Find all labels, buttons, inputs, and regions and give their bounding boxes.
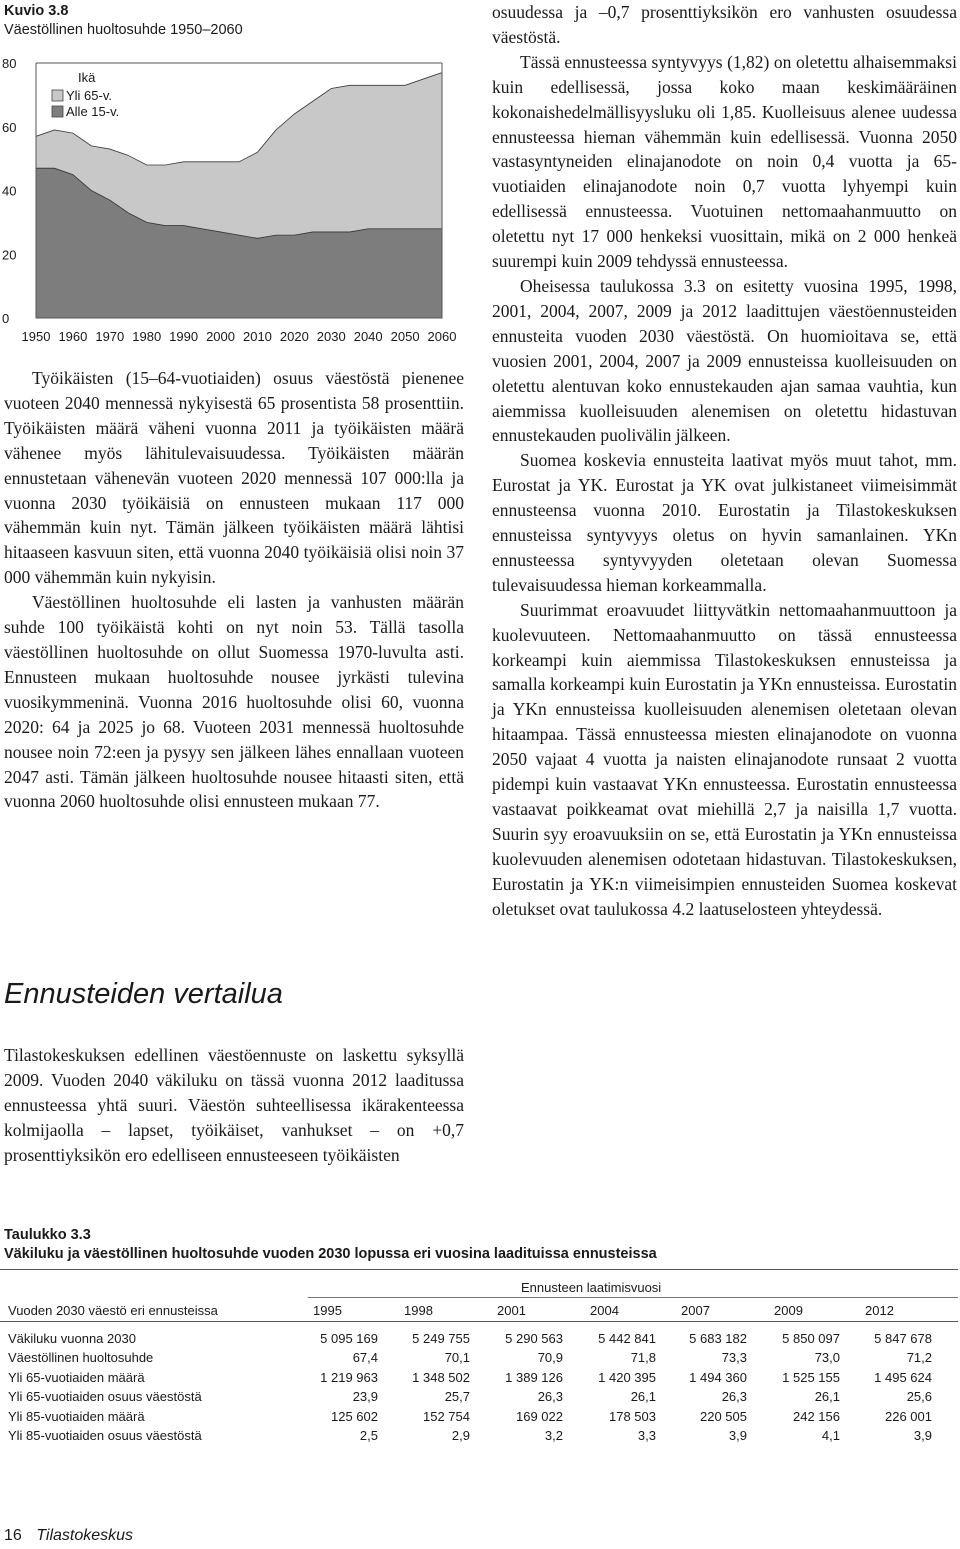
table-cell: 5 847 678 — [874, 1331, 932, 1346]
legend-label: Yli 65-v. — [66, 88, 112, 103]
table-cell: 73,0 — [814, 1350, 840, 1365]
paragraph: Suurimmat eroavuudet liittyvätkin nettomaahanmuuttoon ja kuolevuuteen. Nettomaahanmuutto on tässä ennusteessa korkeampi kuin aiemmissa Tilastokeskuksen ennusteissa ja samalla korkeampi kuin Eurostatin ja YKn ennusteissa. Eurostatin ja YKn ennusteissa kuolleisuuden alenemisen oletetaan olevan hitaampaa. Tässä ennusteessa miesten elinajanodote on vuonna 2050 vajaat 4 vuotta ja naisten elinajanodote runsaat 2 vuotta pidempi kuin vastaavat YKn ennusteessa. Eurostatin ennusteessa vastaavat poikkeamat ovat miehillä 2,7 ja naisilla 1,7 vuotta. Suurin syy eroavuuksiin on se, että Eurostatin ja YKn ennusteissa kuolevuuden alenemisen odotetaan hidastuvan. Tilastokeskuksen, Eurostatin ja YK:n viimeisimpien ennusteiden Suomea koskevat oletukset ovat taulukossa 4.2 laatuselosteen yhteydessä. — [492, 599, 957, 919]
table-row-label: Väkiluku vuonna 2030 — [8, 1331, 136, 1346]
table-column-header: 1995 — [313, 1303, 342, 1318]
x-tick-label: 2000 — [206, 329, 236, 344]
table-cell: 25,6 — [906, 1389, 932, 1404]
table-row-label: Väestöllinen huoltosuhde — [8, 1350, 154, 1365]
table-number: Taulukko 3.3 — [4, 1227, 91, 1243]
x-tick-label: 1970 — [95, 329, 125, 344]
table-row-label: Yli 65-vuotiaiden osuus väestöstä — [8, 1389, 202, 1404]
page-footer — [4, 1527, 133, 1545]
table-cell: 220 505 — [700, 1409, 747, 1424]
table-cell: 26,1 — [814, 1389, 840, 1404]
table-cell: 1 525 155 — [782, 1370, 840, 1385]
y-tick-label: 0 — [2, 311, 10, 326]
table-cell: 178 503 — [609, 1409, 656, 1424]
table-cell: 26,3 — [721, 1389, 747, 1404]
x-tick-label: 1980 — [132, 329, 162, 344]
x-tick-label: 2050 — [390, 329, 420, 344]
publisher-name: Tilastokeskus — [36, 1527, 134, 1544]
legend-swatch — [52, 106, 63, 117]
table-cell: 1 494 360 — [689, 1370, 747, 1385]
legend-title: Ikä — [78, 70, 96, 85]
body-text-right — [492, 0, 957, 922]
table-cell: 5 850 097 — [782, 1331, 840, 1346]
table-group-header: Ennusteen laatimisvuosi — [521, 1280, 662, 1295]
table-cell: 23,9 — [352, 1389, 378, 1404]
table-column-header: 2004 — [590, 1303, 619, 1318]
table-cell: 226 001 — [885, 1409, 932, 1424]
table-cell: 71,8 — [630, 1350, 656, 1365]
table-cell: 3,9 — [913, 1428, 932, 1443]
page-number: 16 — [4, 1527, 22, 1544]
table-cell: 26,1 — [630, 1389, 656, 1404]
table-column-header: 2012 — [865, 1303, 894, 1318]
area-chart — [0, 40, 470, 350]
table-cell: 71,2 — [906, 1350, 932, 1365]
table-title: Väkiluku ja väestöllinen huoltosuhde vuoden 2030 lopussa eri vuosina laadituissa ennusteissa — [4, 1246, 657, 1262]
x-tick-label: 1950 — [21, 329, 51, 344]
table-cell: 1 348 502 — [412, 1370, 470, 1385]
table-cell: 5 442 841 — [598, 1331, 656, 1346]
legend-swatch — [52, 90, 63, 101]
table-cell: 3,9 — [728, 1428, 747, 1443]
x-tick-label: 1960 — [58, 329, 88, 344]
x-tick-label: 2020 — [279, 329, 309, 344]
y-tick-label: 20 — [2, 247, 17, 263]
x-tick-label: 2040 — [353, 329, 383, 344]
x-tick-label: 2030 — [316, 329, 346, 344]
table-header-rule — [0, 1321, 958, 1322]
table-cell: 5 095 169 — [320, 1331, 378, 1346]
table-cell: 67,4 — [352, 1350, 378, 1365]
x-tick-label: 2010 — [242, 329, 272, 344]
table-cell: 73,3 — [721, 1350, 747, 1365]
table-cell: 3,3 — [637, 1428, 656, 1443]
table-cell: 1 389 126 — [505, 1370, 563, 1385]
paragraph: osuudessa ja –0,7 prosenttiyksikön ero vanhusten osuudessa väestöstä. — [492, 2, 957, 47]
figure-title: Väestöllinen huoltosuhde 1950–2060 — [4, 22, 243, 38]
table-row-header: Vuoden 2030 väestö eri ennusteissa — [8, 1303, 218, 1318]
table-cell: 70,9 — [537, 1350, 563, 1365]
table-cell: 3,2 — [544, 1428, 563, 1443]
table-cell: 5 290 563 — [505, 1331, 563, 1346]
table-cell: 125 602 — [331, 1409, 378, 1424]
figure-number: Kuvio 3.8 — [4, 3, 69, 19]
paragraph: Oheisessa taulukossa 3.3 on esitetty vuosina 1995, 1998, 2001, 2004, 2007, 2009 ja 2012 laadittujen väestöennusteiden ennusteita vuoden 2030 väestöstä. On huomioitava se, että vuosien 2001, 2004, 2007 ja 2009 ennusteissa kuolleisuuden on oletettu alentuvan koko ennustekauden ajan samaa vauhtia, kun aiemmissa kuolleisuuden alenemisen on oletettu hidastuvan ennustekauden puolivälin jälkeen. — [492, 275, 957, 446]
table-cell: 5 683 182 — [689, 1331, 747, 1346]
table-cell: 5 249 755 — [412, 1331, 470, 1346]
table-cell: 70,1 — [444, 1350, 470, 1365]
x-tick-label: 2060 — [427, 329, 457, 344]
paragraph: Väestöllinen huoltosuhde eli lasten ja vanhusten määrän suhde 100 työikäistä kohti on nyt noin 53. Tällä tasolla väestöllinen huoltosuhde on ollut Suomessa 1970-luvulta asti. Ennusteen mukaan huoltosuhde nousee jyrkästi tulevina vuosikymmeninä. Vuonna 2016 huoltosuhde olisi 60, vuonna 2020: 64 ja 2025 jo 68. Vuoteen 2031 mennessä huoltosuhde nousee noin 72:een ja pysyy sen jälkeen lähes ennallaan vuoteen 2047 asti. Tämän jälkeen huoltosuhde nousee hitaasti siten, että vuonna 2060 huoltosuhde olisi ennusteen mukaan 77. — [4, 592, 464, 812]
table-cell: 1 219 963 — [320, 1370, 378, 1385]
x-tick-label: 1990 — [169, 329, 199, 344]
table-row-label: Yli 65-vuotiaiden määrä — [8, 1370, 145, 1385]
table-cell: 1 495 624 — [874, 1370, 932, 1385]
y-tick-label: 60 — [2, 119, 17, 135]
table-group-rule — [308, 1297, 958, 1298]
table-cell: 4,1 — [821, 1428, 840, 1443]
body-text-left — [4, 366, 464, 814]
paragraph: Tilastokeskuksen edellinen väestöennuste on laskettu syksyllä 2009. Vuoden 2040 väkiluku on tässä vuonna 2012 laaditussa ennusteessa yhtä suuri. Väestön suhteellisessa ikärakenteessa kolmijaolla – lapset, työikäiset, vanhukset – on +0,7 prosenttiyksikön ero edelliseen ennusteeseen työikäisten — [4, 1045, 464, 1165]
table-cell: 152 754 — [423, 1409, 470, 1424]
table-cell: 26,3 — [537, 1389, 563, 1404]
table-top-rule — [0, 1269, 958, 1270]
table-row-label: Yli 85-vuotiaiden osuus väestöstä — [8, 1428, 202, 1443]
table-cell: 2,9 — [451, 1428, 470, 1443]
table-label — [4, 1226, 657, 1264]
table-cell: 242 156 — [793, 1409, 840, 1424]
section-heading: Ennusteiden vertailua — [4, 978, 283, 1010]
table-cell: 25,7 — [444, 1389, 470, 1404]
table-cell: 2,5 — [359, 1428, 378, 1443]
table-column-header: 1998 — [404, 1303, 433, 1318]
table-column-header: 2009 — [774, 1303, 803, 1318]
table-row-label: Yli 85-vuotiaiden määrä — [8, 1409, 145, 1424]
legend-label: Alle 15-v. — [66, 104, 120, 119]
y-tick-label: 80 — [2, 56, 17, 71]
table-cell: 1 420 395 — [598, 1370, 656, 1385]
paragraph: Tässä ennusteessa syntyvyys (1,82) on oletettu alhaisemmaksi kuin edellisessä, jossa koko maan keskimääräinen kokonaishedelmällisyysluku oli 1,85. Kuolleisuus alenee uudessa ennusteessa hieman vähemmän kuin edellisessä. Vuonna 2050 vastasyntyneiden elinajanodote on noin 0,4 vuotta ja 65-vuotiaiden elinajanodote noin 0,7 vuotta lyhyempi kuin edellisessä ennusteessa. Vuotuinen nettomaahanmuutto on oletettu nyt 17 000 henkeksi vuosittain, mikä on 2 000 henkeä suurempi kuin 2009 tehdyssä ennusteessa. — [492, 51, 957, 272]
table-cell: 169 022 — [516, 1409, 563, 1424]
paragraph: Suomea koskevia ennusteita laativat myös muut tahot, mm. Eurostat ja YK. Eurostat ja YK ovat julkistaneet viimeisimmät ennusteensa vuonna 2010. Eurostatin ja Tilastokeskuksen ennusteissa syntyvyys oletus on hyvin samanlainen. YKn ennusteessa syntyvyyden oletetaan olevan Suomessa tulevaisuudessa hieman korkeammalla. — [492, 450, 957, 595]
table-column-header: 2007 — [681, 1303, 710, 1318]
y-tick-label: 40 — [2, 183, 17, 199]
body-text-left-2 — [4, 1043, 464, 1168]
paragraph: Työikäisten (15–64-vuotiaiden) osuus väestöstä pienenee vuoteen 2040 mennessä nykyisestä 65 prosentista 58 prosenttiin. Työikäisten määrä väheni vuonna 2011 ja työikäisten määrä vähenee myös lähitulevaisuudessa. Työikäisten määrän ennustetaan vähenevän vuoteen 2020 mennessä 107 000:lla ja vuonna 2030 työikäisiä on ennusteen mukaan 117 000 vähemmän kuin nyt. Tämän jälkeen työikäisten määrä lähtisi hitaaseen kasvuun siten, että vuonna 2040 työikäisiä olisi noin 37 000 vähemmän kuin nykyisin. — [4, 368, 464, 588]
table-column-header: 2001 — [497, 1303, 526, 1318]
figure-label — [4, 2, 243, 40]
